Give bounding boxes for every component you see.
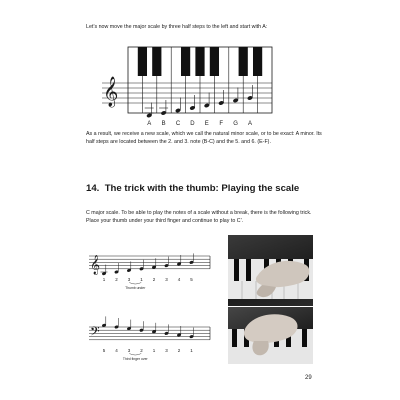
fingering-number: 2 [140, 348, 143, 353]
fingering-number: 5 [190, 277, 193, 282]
fingering-number: 5 [102, 348, 106, 353]
fingering-number: 1 [102, 277, 106, 282]
page-number: 29 [305, 375, 312, 381]
note-label: E [204, 121, 209, 127]
note-label: C [175, 121, 181, 127]
fingering-number: 4 [115, 348, 118, 353]
note-labels [147, 121, 252, 127]
fingering-arc [129, 354, 141, 356]
note-label: B [161, 121, 166, 127]
treble-clef-icon: 𝄞 [103, 77, 119, 107]
bass-scale-staff [89, 316, 210, 361]
treble-scale-staff [89, 253, 210, 290]
note-label: A [147, 121, 152, 127]
fingering-number: 2 [177, 348, 181, 353]
black-key [210, 47, 219, 76]
note-label: F [219, 121, 224, 127]
black-key [138, 47, 147, 76]
section-heading [86, 183, 299, 194]
fingering-arc [129, 283, 141, 285]
fingering-number: 3 [165, 348, 168, 353]
thumb-under-photo [228, 235, 313, 306]
fingering-number: 1 [190, 348, 193, 353]
black-key [253, 47, 262, 76]
finger-over-photo [228, 307, 313, 364]
fingering-number: 2 [115, 277, 118, 282]
black-key [195, 47, 204, 76]
fingering-number: 3 [127, 277, 131, 282]
bass-clef-icon: 𝄢 [90, 324, 100, 342]
fingering-number: 3 [165, 277, 168, 282]
black-key [239, 47, 248, 76]
fingering-annotation: Third finger over [122, 357, 148, 361]
intro-text: Let’s now move the major scale by three half steps to the left and start with A: [86, 24, 268, 30]
black-key [181, 47, 190, 76]
note-label: G [233, 121, 238, 127]
fingering-number: 1 [152, 348, 156, 353]
note-label: A [247, 121, 253, 127]
fingering-number: 3 [127, 348, 131, 353]
section-title: The trick with the thumb: Playing the scale [104, 183, 300, 194]
treble-clef-icon: 𝄞 [90, 255, 101, 275]
fingering-number: 1 [140, 277, 143, 282]
section-number: 14. [86, 183, 100, 194]
thumb-trick-paragraph: C major scale. To be able to play the notes of a scale without a break, there is the following trick. Place your thumb under your third finger and continue to play to C’. [86, 210, 312, 224]
black-key [152, 47, 161, 76]
fingering-annotation: Thumb under [125, 286, 146, 290]
natural-minor-paragraph: As a result, we receive a new scale, which we call the natural minor scale, or to be exact: A minor. Its half steps are located between the 2. and 3. note (B-C) and the 5. and 6. (E-F). [86, 131, 322, 146]
note-label: D [190, 121, 195, 127]
fingering-number: 4 [177, 277, 181, 282]
fingering-number: 2 [152, 277, 156, 282]
